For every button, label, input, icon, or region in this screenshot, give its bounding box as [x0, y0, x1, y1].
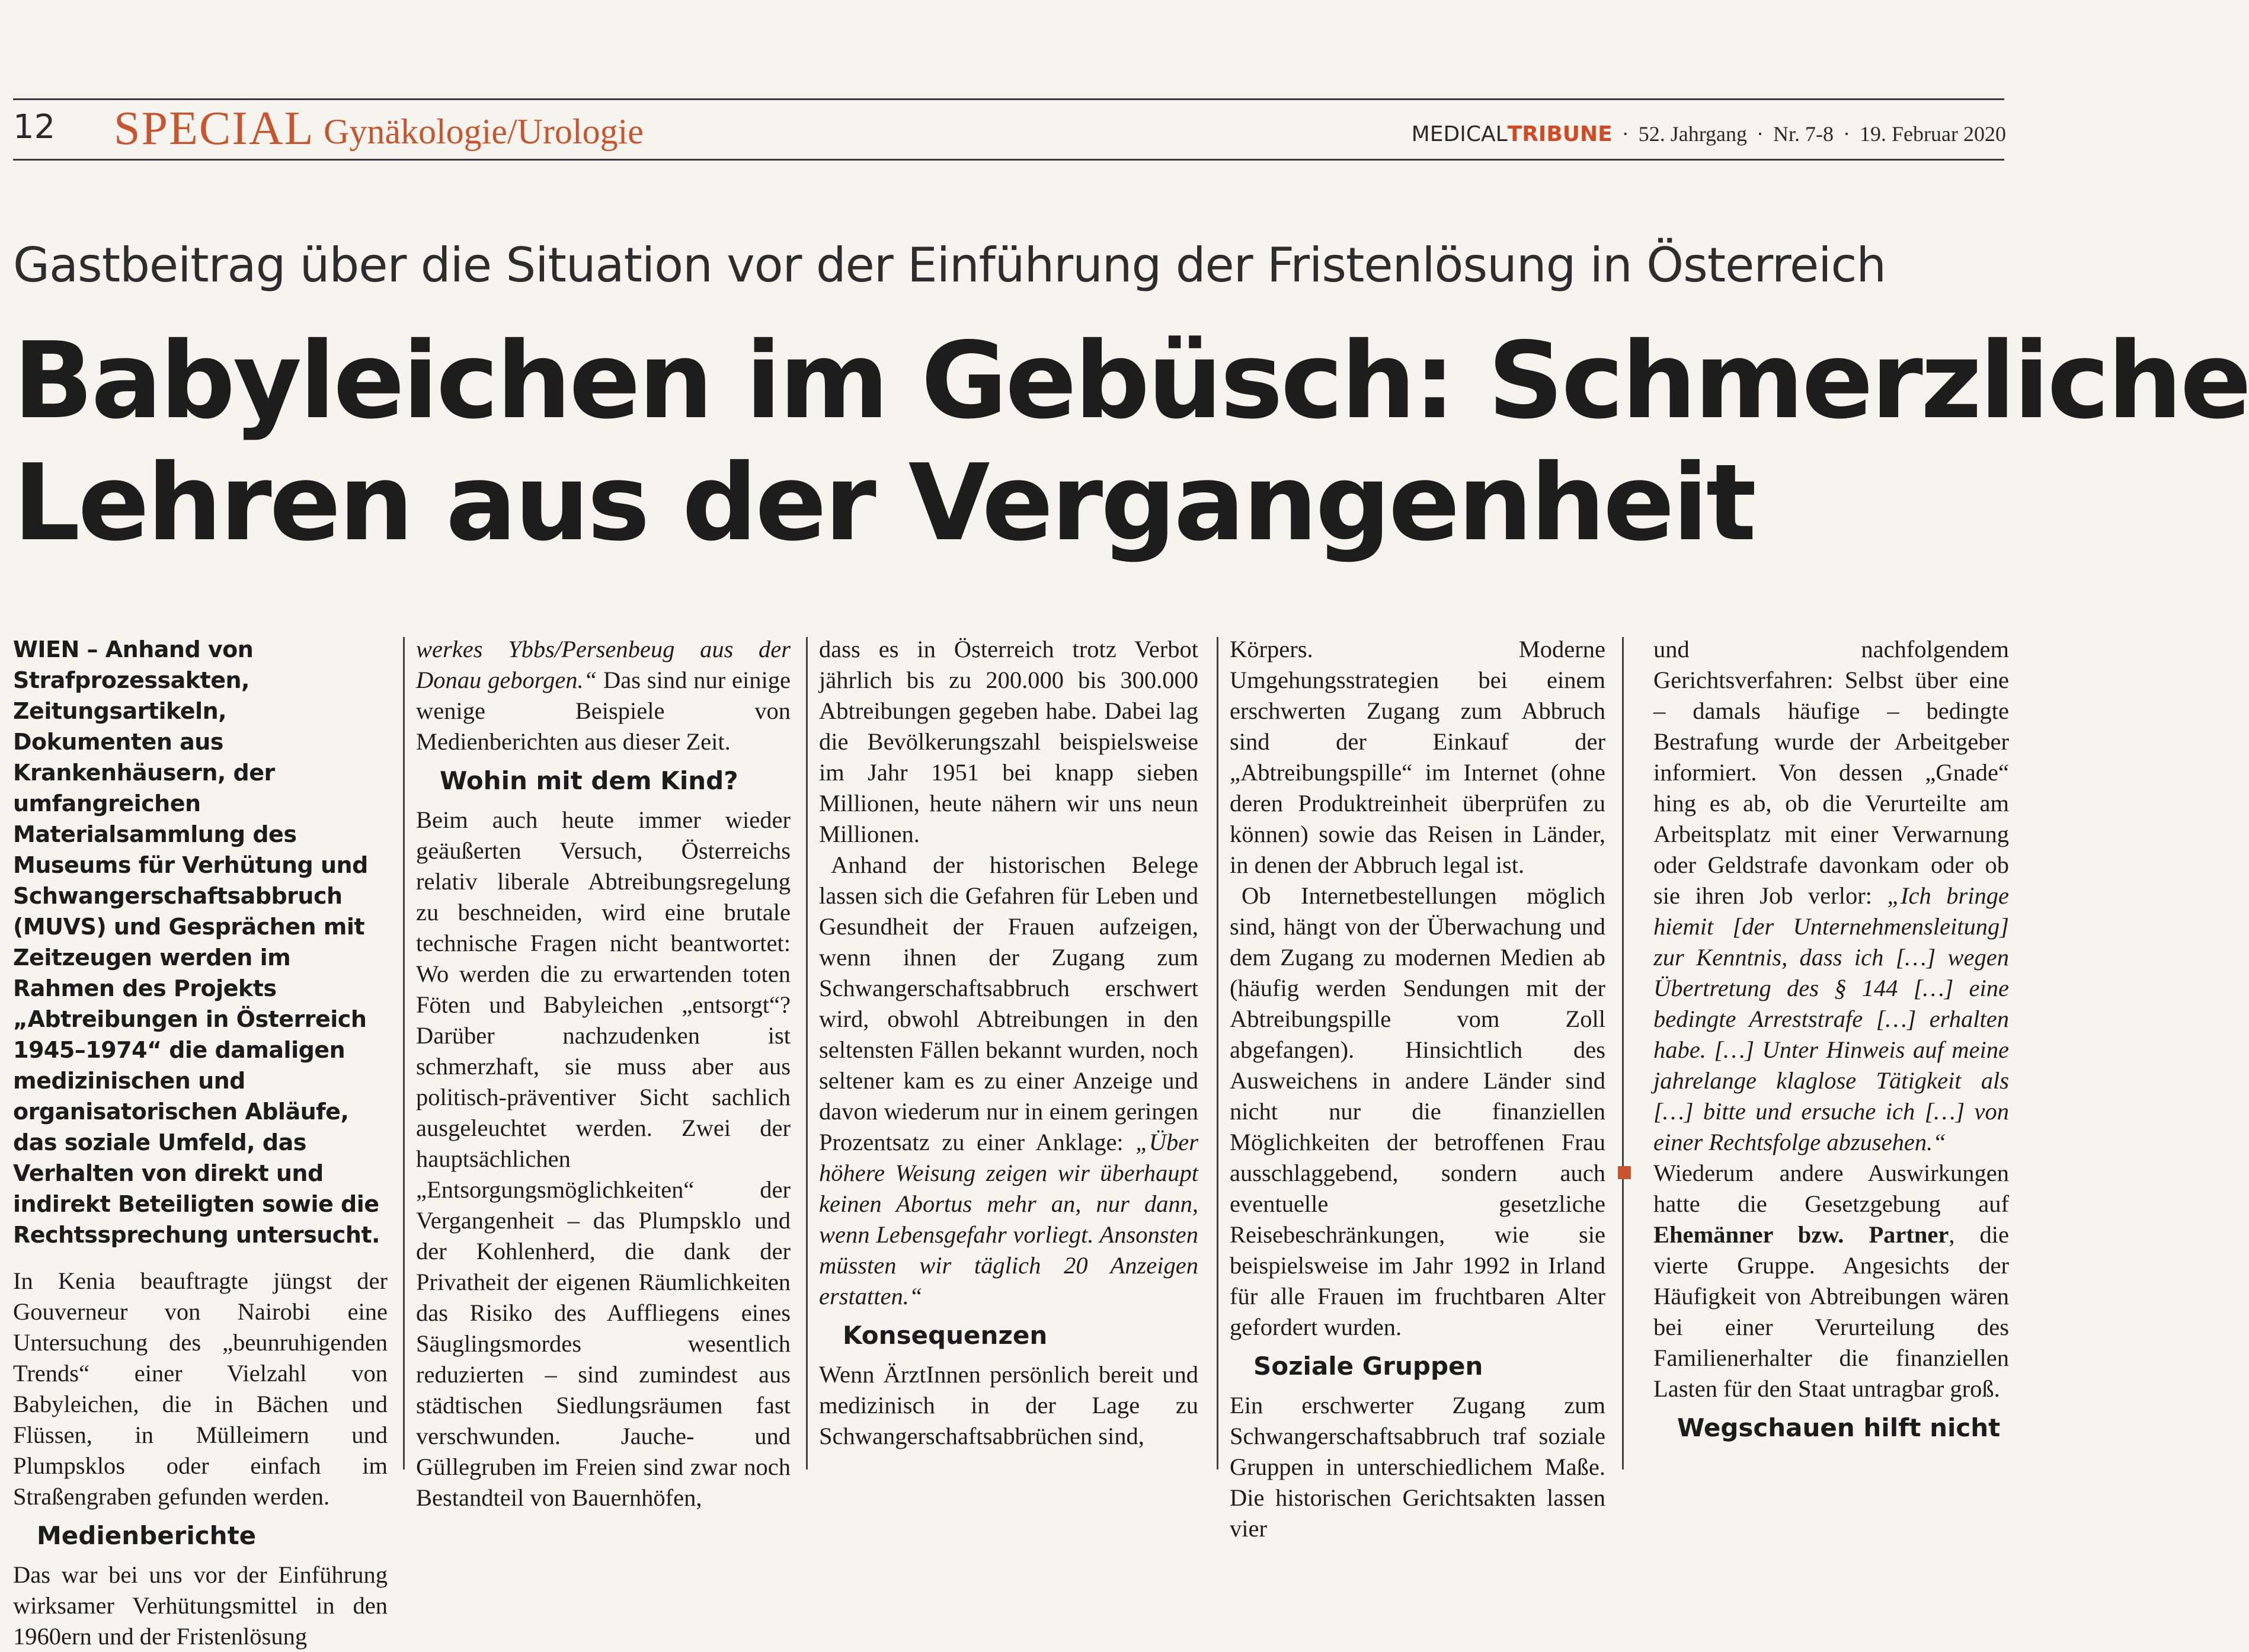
paragraph: und nachfolgendem Gerichtsverfahren: Selbst über eine – damals häufige – bedingte Bestrafung wurde der Arbeitgeber informiert. Von dessen „Gnade“ hing es ab, ob die Verurteilte am Arbeitsplatz mit einer Verwarnung oder Geldstrafe davonkam oder ob sie ihren Job verlor: „Ich bringe hiemit [der Unternehmensleitung] zur Kenntnis, dass ich […] wegen Übertretung des § 144 […] eine bedingte Arreststrafe […] erhalten habe. […] Unter Hinweis auf meine jahrelange klaglose Tätigkeit als […] bitte und ersuche ich […] von einer Rechtsfolge abzusehen.“ — [1653, 636, 2009, 1155]
top-rule — [13, 98, 2004, 100]
column-2 — [416, 634, 791, 1511]
lead-paragraph: WIEN – Anhand von Strafprozessakten, Zeitungsartikeln, Dokumenten aus Krankenhäusern, der umfangreichen Materialsammlung des Museums für Verhütung und Schwangerschaftsabbruch (MUVS) und Gesprächen mit Zeitzeugen werden im Rahmen des Projekts „Abtreibungen in Österreich 1945–1974“ die damaligen medizinischen und organisatorischen Abläufe, das soziale Umfeld, das Verhalten von direkt und indirekt Beteiligten sowie die Rechtssprechung untersucht. — [13, 636, 380, 1248]
article-kicker: Gastbeitrag über die Situation vor der Einführung der Fristenlösung in Österreich — [13, 238, 1886, 293]
column-divider — [1217, 637, 1218, 1469]
paragraph: Körpers. Moderne Umgehungsstrategien bei einem erschwerten Zugang zum Abbruch sind der Einkauf der „Abtreibungspille“ im Internet (ohne deren Produktreinheit überprüfen zu können) sowie das Reisen in Länder, in denen der Abbruch legal ist. — [1230, 636, 1605, 878]
subheading: Konsequenzen — [843, 1321, 1048, 1350]
column-5 — [1653, 634, 2009, 1469]
paragraph: Anhand der historischen Belege lassen sich die Gefahren für Leben und Gesundheit der Frauen aufzeigen, wenn ihnen der Zugang zum Schwangerschaftsabbruch erschwert wird, obwohl Abtreibungen in den seltensten Fällen bekannt wurden, noch seltener kam es zu einer Anzeige und davon wiederum nur in einem geringen Prozentsatz zu einer Anklage: „Über höhere Weisung zeigen wir überhaupt keinen Abortus mehr an, nur dann, wenn Lebensgefahr vorliegt. Ansonsten müssten wir täglich 20 Anzeigen erstatten.“ — [819, 851, 1198, 1310]
article-headline — [13, 320, 2249, 564]
subheading: Wegschauen hilft nicht — [1677, 1413, 2001, 1442]
issue-number: Nr. 7-8 — [1773, 122, 1834, 146]
volume: 52. Jahrgang — [1638, 122, 1748, 146]
paragraph: werkes Ybbs/Persenbeug aus der Donau geborgen.“ Das sind nur einige wenige Beispiele von Medienberichten aus dieser Zeit. — [416, 636, 791, 755]
headline-line-2: Lehren aus der Vergangenheit — [13, 441, 1754, 564]
column-1 — [13, 634, 388, 1650]
column-divider — [403, 637, 405, 1469]
column-divider — [806, 637, 808, 1469]
subheading: Soziale Gruppen — [1253, 1352, 1483, 1381]
paragraph: Ein erschwerter Zugang zum Schwangerschaftsabbruch traf soziale Gruppen in unterschiedlichem Maße. Die historischen Gerichtsakten lassen vier — [1230, 1392, 1605, 1542]
masthead-info: MEDICALTRIBUNE · 52. Jahrgang · Nr. 7-8 · 19. Februar 2020 — [1411, 122, 2006, 146]
paragraph: Wenn ÄrztInnen persönlich bereit und medizinisch in der Lage zu Schwangerschaftsabbrüchen sind, — [819, 1361, 1198, 1449]
headline-line-1: Babyleichen im Gebüsch: Schmerzliche — [13, 319, 2249, 442]
subheading: Wohin mit dem Kind? — [440, 766, 738, 795]
header-bottom-rule — [13, 159, 2004, 161]
column-4 — [1230, 634, 1605, 1542]
paragraph: Ob Internetbestellungen möglich sind, hängt von der Überwachung und dem Zugang zu modernen Medien ab (häufig werden Sendungen mit der Abtreibungspille vom Zoll abgefangen). Hinsichtlich des Ausweichens in andere Länder sind nicht nur die finanziellen Möglichkeiten der betroffenen Frau ausschlaggebend, sondern auch eventuelle gesetzliche Reisebeschränkungen, wie sie beispielsweise im Jahr 1992 in Irland für alle Frauen im fruchtbaren Alter gefordert wurden. — [1230, 882, 1605, 1340]
section-label-special: SPECIAL — [114, 103, 315, 155]
column-divider — [1622, 637, 1624, 1469]
bullet-paragraph: Wiederum andere Auswirkungen hatte die Gesetzgebung auf Ehemänner bzw. Partner, die vierte Gruppe. Angesichts der Häufigkeit von Abtreibungen wären bei einer Verurteilung des Familienerhalter die finanziellen Lasten für den Staat untragbar groß. — [1653, 1158, 2009, 1404]
column-3 — [819, 634, 1198, 1469]
section-topic: Gynäkologie/Urologie — [324, 112, 644, 151]
paragraph: Das war bei uns vor der Einführung wirksamer Verhütungsmittel in den 1960ern und der Fristenlösung — [13, 1561, 388, 1650]
bullet-square-icon — [1618, 1166, 1631, 1179]
brand-logo: MEDICALTRIBUNE — [1411, 122, 1613, 146]
page-number: 12 — [13, 108, 56, 146]
paragraph: dass es in Österreich trotz Verbot jährlich bis zu 200.000 bis 300.000 Abtreibungen gegeben habe. Dabei lag die Bevölkerungszahl beispielsweise im Jahr 1951 bei knapp sieben Millionen, heute nähern wir uns neun Millionen. — [819, 636, 1198, 847]
issue-date: 19. Februar 2020 — [1860, 122, 2006, 146]
subheading: Medienberichte — [37, 1521, 257, 1550]
paragraph: In Kenia beauftragte jüngst der Gouverneur von Nairobi eine Untersuchung des „beunruhigenden Trends“ einer Vielzahl von Babyleichen, die in Bächen und Flüssen, in Mülleimern und Plumpsklos oder einfach im Straßengraben gefunden werden. — [13, 1267, 388, 1510]
paragraph: Beim auch heute immer wieder geäußerten Versuch, Österreichs relativ liberale Abtreibungsregelung zu beschneiden, wird eine brutale technische Fragen nicht beantwortet: Wo werden die zu erwartenden toten Föten und Babyleichen „entsorgt“? Darüber nachzudenken ist schmerzhaft, sie muss aber aus politisch-präventiver Sicht sachlich ausgeleuchtet werden. Zwei der hauptsächlichen „Entsorgungsmöglichkeiten“ der Vergangenheit – das Plumpsklo und der Kohlenherd, die dank der Privatheit der eigenen Räumlichkeiten das Risiko des Auffliegens eines Säuglingsmordes wesentlich reduzierten – sind zumindest aus städtischen Siedlungsräumen fast verschwunden. Jauche- und Güllegruben im Freien sind zwar noch Bestandteil von Bauernhöfen, — [416, 806, 791, 1511]
